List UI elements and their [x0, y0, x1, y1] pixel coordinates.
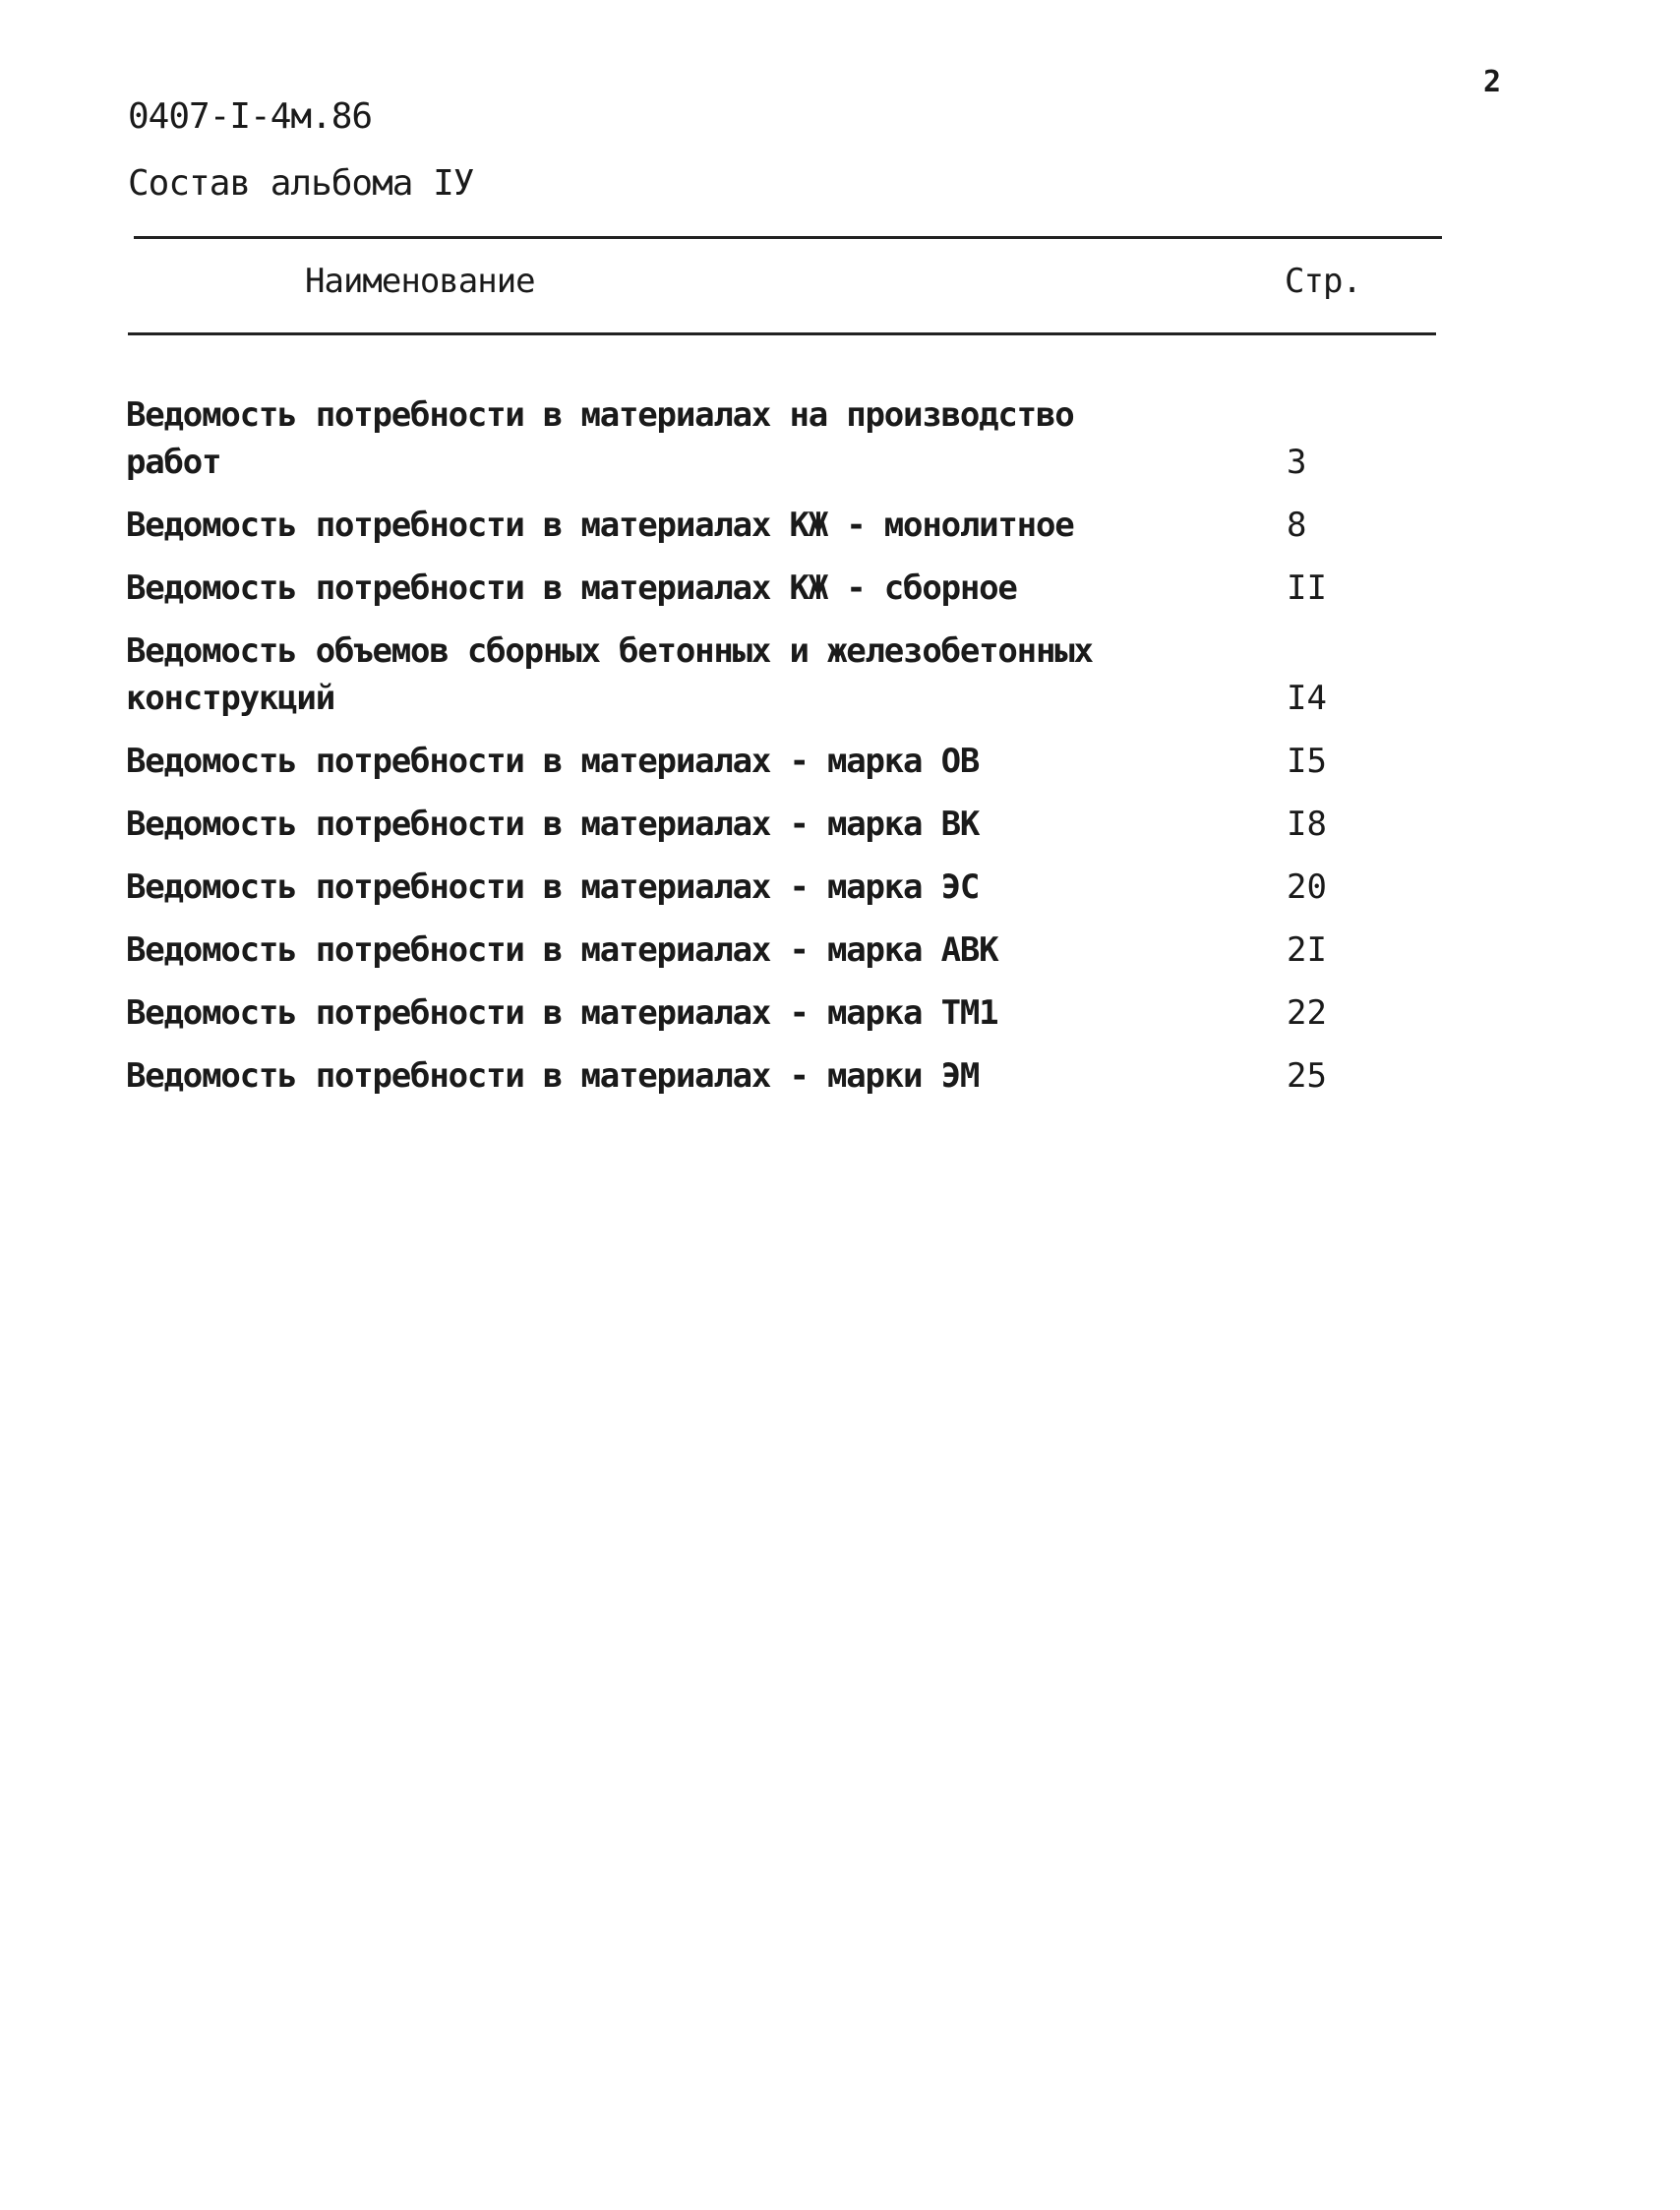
item-page: 22 [1287, 993, 1327, 1033]
contents-list [126, 391, 1365, 1115]
item-title: Ведомость потребности в материалах КЖ - монолитное [126, 506, 1074, 545]
document-code: 0407-I-4м.86 [128, 96, 373, 137]
table-top-rule [134, 236, 1442, 239]
list-item [126, 864, 1365, 911]
item-page: 25 [1287, 1056, 1327, 1096]
list-item [126, 1052, 1365, 1100]
item-title: Ведомость потребности в материалах - марки ЭМ [126, 1056, 980, 1096]
list-item [126, 926, 1365, 974]
item-page: I5 [1287, 742, 1327, 781]
item-page: 20 [1287, 867, 1327, 907]
item-title: Ведомость потребности в материалах - марка ОВ [126, 742, 980, 781]
item-title: Ведомость потребности в материалах - марка ВК [126, 805, 980, 844]
item-title: Ведомость потребности в материалах КЖ - сборное [126, 568, 1017, 608]
column-header-name: Наименование [305, 262, 535, 301]
list-item [126, 801, 1365, 848]
item-page: I4 [1287, 679, 1327, 718]
list-item [126, 391, 1365, 486]
list-item [126, 627, 1365, 722]
item-title: Ведомость потребности в материалах на производство работ [126, 395, 1074, 482]
table-header-rule [128, 332, 1436, 335]
album-title: Состав альбома IУ [128, 163, 474, 204]
list-item [126, 738, 1365, 785]
item-title: Ведомость потребности в материалах - марка ЭС [126, 867, 980, 907]
list-item [126, 565, 1365, 612]
list-item [126, 502, 1365, 549]
item-page: 3 [1287, 443, 1307, 482]
item-page: I8 [1287, 805, 1327, 844]
item-page: II [1287, 568, 1327, 608]
item-title: Ведомость объемов сборных бетонных и железобетонных конструкций [126, 631, 1093, 718]
list-item [126, 989, 1365, 1037]
column-header-page: Стр. [1285, 262, 1361, 301]
item-page: 8 [1287, 506, 1307, 545]
page-number: 2 [1483, 65, 1502, 99]
item-title: Ведомость потребности в материалах - марка ТМ1 [126, 993, 998, 1033]
item-page: 2I [1287, 930, 1327, 970]
item-title: Ведомость потребности в материалах - марка АВК [126, 930, 998, 970]
